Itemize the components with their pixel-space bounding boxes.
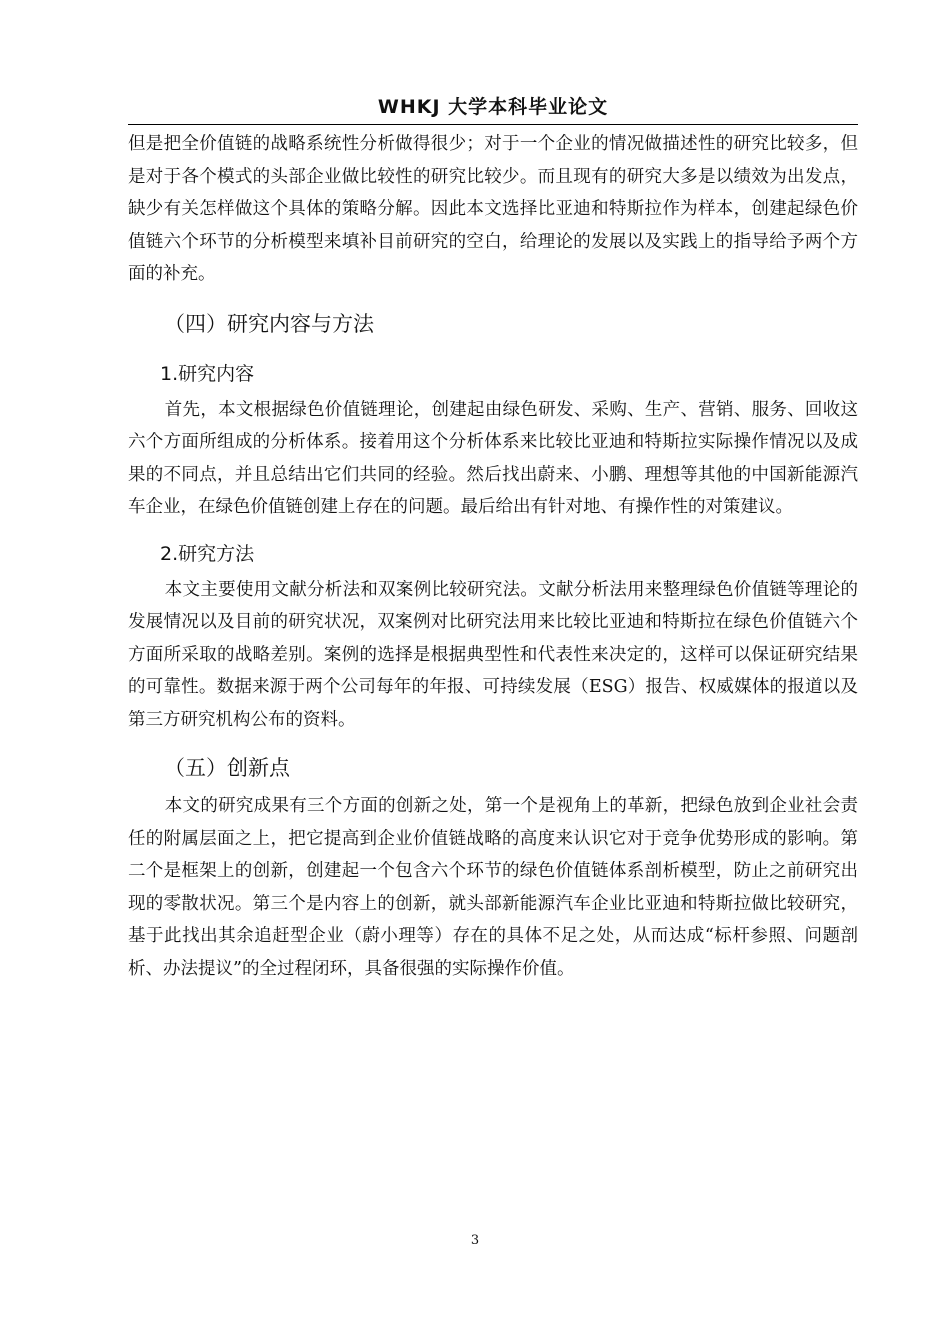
section-heading-innovation: （五）创新点 [164, 756, 290, 780]
intro-continuation-paragraph: 但是把全价值链的战略系统性分析做得很少；对于一个企业的情况做描述性的研究比较多，但是对于各个模式的头部企业做比较性的研究比较少。而且现有的研究大多是以绩效为出发点，缺少有关怎样做这个具体的策略分解。因此本文选择比亚迪和特斯拉作为样本，创建起绿色价值链六个环节的分析模型来填补目前研究的空白，给理论的发展以及实践上的指导给予两个方面的补充。 [128, 134, 858, 284]
subheading-research-method: 2.研究方法 [160, 542, 255, 565]
innovation-paragraph: 本文的研究成果有三个方面的创新之处，第一个是视角上的革新，把绿色放到企业社会责任的附属层面之上，把它提高到企业价值链战略的高度来认识它对于竞争优势形成的影响。第二个是框架上的创新，创建起一个包含六个环节的绿色价值链体系剖析模型，防止之前研究出现的零散状况。第三个是内容上的创新，就头部新能源汽车企业比亚迪和特斯拉做比较研究，基于此找出其余追赶型企业（蔚小理等）存在的具体不足之处，从而达成“标杆参照、问题剖析、办法提议”的全过程闭环，具备很强的实际操作价值。 [128, 796, 858, 979]
header-title: WHKJ 大学本科毕业论文 [377, 96, 609, 118]
subheading-research-content: 1.研究内容 [160, 362, 255, 385]
page-number: 3 [470, 1233, 480, 1248]
research-method-paragraph: 本文主要使用文献分析法和双案例比较研究法。文献分析法用来整理绿色价值链等理论的发展情况以及目前的研究状况，双案例对比研究法用来比较比亚迪和特斯拉在绿色价值链六个方面所采取的战略差别。案例的选择是根据典型性和代表性来决定的，这样可以保证研究结果的可靠性。数据来源于两个公司每年的年报、可持续发展（ESG）报告、权威媒体的报道以及第三方研究机构公布的资料。 [128, 579, 858, 730]
page-header [128, 92, 858, 125]
section-heading-research-content-method: （四）研究内容与方法 [164, 311, 374, 336]
page-body [128, 128, 858, 985]
research-content-paragraph: 首先，本文根据绿色价值链理论，创建起由绿色研发、采购、生产、营销、服务、回收这六个方面所组成的分析体系。接着用这个分析体系来比较比亚迪和特斯拉实际操作情况以及成果的不同点，并且总结出它们共同的经验。然后找出蔚来、小鹏、理想等其他的中国新能源汽车企业，在绿色价值链创建上存在的问题。最后给出有针对地、有操作性的对策建议。 [128, 399, 858, 517]
